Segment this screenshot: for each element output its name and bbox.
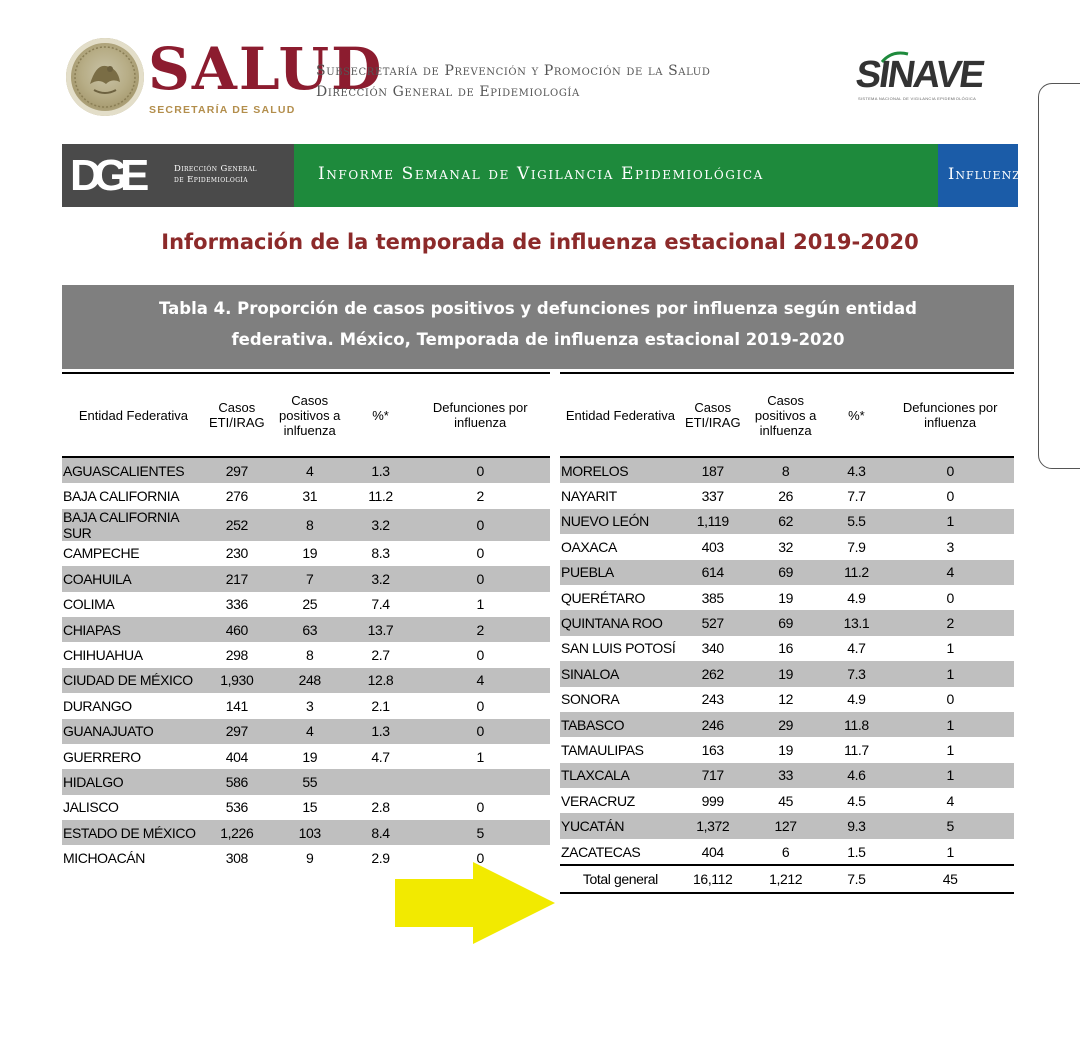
col-header-entidad: Entidad Federativa <box>560 373 681 457</box>
cell-percent: 7.3 <box>827 661 887 686</box>
table-row <box>560 763 1014 788</box>
cell-defunciones: 0 <box>410 566 550 591</box>
cell-casos: 1,930 <box>205 668 269 693</box>
cell-casos: 217 <box>205 566 269 591</box>
table-row <box>62 617 550 642</box>
table-row <box>560 585 1014 610</box>
cell-positivos: 33 <box>745 763 827 788</box>
cell-casos: 404 <box>701 843 724 860</box>
cell-defunciones: 1 <box>886 763 1014 788</box>
cell-defunciones: 0 <box>410 457 550 483</box>
cell-positivos: 3 <box>306 697 314 714</box>
mexico-coat-of-arms-logo <box>66 38 144 116</box>
cell-positivos: 7 <box>269 566 351 591</box>
cell-positivos: 63 <box>269 617 351 642</box>
cell-positivos: 6 <box>781 843 790 860</box>
cell-entidad: ZACATECAS <box>561 843 641 860</box>
cell-casos: 385 <box>701 589 724 606</box>
cell-entidad: COLIMA <box>63 596 115 613</box>
cell-entidad: TABASCO <box>560 712 681 737</box>
table-row <box>62 457 550 483</box>
cell-percent: 7.9 <box>847 538 866 555</box>
cell-defunciones: 4 <box>410 668 550 693</box>
cell-defunciones <box>410 769 550 794</box>
table-title-line-2: federativa. México, Temporada de influenza estacional 2019-2020 <box>231 330 845 349</box>
cell-casos: 527 <box>681 610 745 635</box>
cell-percent: 7.4 <box>371 596 390 613</box>
cell-defunciones: 1 <box>946 741 954 758</box>
cell-entidad: VERACRUZ <box>561 792 635 809</box>
cell-entidad: AGUASCALIENTES <box>62 457 205 483</box>
cell-percent: 2.9 <box>371 850 390 867</box>
dge-subtext-1: Dirección General <box>174 164 257 174</box>
subsecretaria-text: Subsecretaría de Prevención y Promoción de la Salud <box>316 63 711 79</box>
cell-casos: 1,372 <box>681 813 745 838</box>
dge-logo: DGE <box>70 151 142 200</box>
cell-casos: 586 <box>205 769 269 794</box>
table-row <box>560 610 1014 635</box>
cell-entidad: QUERÉTARO <box>561 589 646 606</box>
cell-positivos: 248 <box>269 668 351 693</box>
cell-entidad: DURANGO <box>63 697 132 714</box>
table-row <box>560 560 1014 585</box>
cell-percent: 2.8 <box>371 799 390 816</box>
cell-entidad: MORELOS <box>560 457 681 483</box>
cell-casos: 243 <box>701 691 724 708</box>
cell-entidad: SONORA <box>561 691 620 708</box>
table-row <box>560 839 1014 865</box>
cell-casos: 536 <box>225 799 248 816</box>
cell-percent: 1.5 <box>847 843 866 860</box>
cell-entidad: ESTADO DE MÉXICO <box>62 820 205 845</box>
cell-defunciones: 0 <box>886 457 1014 483</box>
cell-positivos: 19 <box>778 589 794 606</box>
sinave-logo: SINAVE <box>853 54 986 96</box>
table-row <box>62 483 550 508</box>
cell-entidad: SINALOA <box>560 661 681 686</box>
cell-positivos: 25 <box>302 596 318 613</box>
cell-defunciones: 1 <box>946 640 954 657</box>
table-row <box>62 744 550 769</box>
influenza-banner-section <box>938 144 1030 207</box>
cell-entidad: CIUDAD DE MÉXICO <box>62 668 205 693</box>
cell-percent: 2.1 <box>371 697 390 714</box>
cell-casos: 336 <box>225 596 248 613</box>
cell-defunciones: 0 <box>410 509 550 541</box>
sinave-logo-subtext: SISTEMA NACIONAL DE VIGILANCIA EPIDEMIOLÓGICA <box>858 96 977 101</box>
cell-percent: 2.7 <box>371 647 390 664</box>
cell-casos: 230 <box>225 545 248 562</box>
cell-defunciones: 0 <box>946 488 954 505</box>
table-row <box>62 795 550 820</box>
cell-defunciones: 0 <box>476 697 484 714</box>
table-row <box>62 566 550 591</box>
informe-title: Informe Semanal de Vigilancia Epidemiológica <box>318 164 764 184</box>
cell-percent: 13.7 <box>351 617 411 642</box>
cell-total-positivos: 1,212 <box>745 865 827 892</box>
cell-positivos: 127 <box>745 813 827 838</box>
table-row <box>62 509 550 541</box>
cell-positivos: 4 <box>269 457 351 483</box>
table-row <box>560 509 1014 534</box>
cell-percent: 13.1 <box>827 610 887 635</box>
col-header-casos: Casos ETI/IRAG <box>205 373 269 457</box>
secretaria-logo-subtext: SECRETARÍA DE SALUD <box>149 104 296 116</box>
table-title-line-1: Tabla 4. Proporción de casos positivos y defunciones por influenza según entidad <box>159 299 917 318</box>
col-header-defunciones: Defunciones por influenza <box>886 373 1014 457</box>
cell-casos: 1,119 <box>681 509 745 534</box>
cell-positivos: 26 <box>778 488 794 505</box>
cell-casos: 308 <box>225 850 248 867</box>
cell-percent: 11.7 <box>844 741 869 758</box>
cell-defunciones: 1 <box>886 661 1014 686</box>
cell-entidad: SAN LUIS POTOSÍ <box>561 640 676 657</box>
cell-percent: 9.3 <box>827 813 887 838</box>
col-header-percent: %* <box>827 373 887 457</box>
cell-positivos: 12 <box>778 691 794 708</box>
informe-banner-section <box>294 144 938 207</box>
total-row <box>560 865 1014 892</box>
table-row <box>560 661 1014 686</box>
cell-percent: 3.2 <box>351 566 411 591</box>
cell-defunciones: 0 <box>946 589 954 606</box>
table-row <box>62 592 550 617</box>
cell-entidad: QUINTANA ROO <box>560 610 681 635</box>
cell-entidad: MICHOACÁN <box>63 850 145 867</box>
cell-percent <box>351 769 411 794</box>
cell-percent: 12.8 <box>351 668 411 693</box>
cell-entidad: YUCATÁN <box>560 813 681 838</box>
cell-percent: 4.7 <box>847 640 866 657</box>
cell-defunciones: 1 <box>476 748 484 765</box>
cell-entidad: NUEVO LEÓN <box>560 509 681 534</box>
table-row <box>560 534 1014 559</box>
cell-percent: 4.9 <box>847 691 866 708</box>
cell-casos: 404 <box>225 748 248 765</box>
cell-entidad: CHIHUAHUA <box>63 647 143 664</box>
cell-entidad: OAXACA <box>561 538 617 555</box>
cell-positivos: 69 <box>745 560 827 585</box>
table-header-row <box>560 373 1014 457</box>
cell-defunciones: 4 <box>946 792 954 809</box>
cell-positivos: 15 <box>302 799 318 816</box>
cell-defunciones: 2 <box>476 488 484 505</box>
cell-defunciones: 0 <box>476 799 484 816</box>
cell-defunciones: 5 <box>410 820 550 845</box>
cell-casos: 187 <box>681 457 745 483</box>
cell-defunciones: 0 <box>476 545 484 562</box>
cell-percent: 8.3 <box>371 545 390 562</box>
cell-casos: 298 <box>225 647 248 664</box>
cell-percent: 3.2 <box>351 509 411 541</box>
cell-defunciones: 3 <box>946 538 954 555</box>
col-header-casos: Casos ETI/IRAG <box>681 373 745 457</box>
cell-positivos: 8 <box>745 457 827 483</box>
cell-defunciones: 5 <box>886 813 1014 838</box>
cell-casos: 141 <box>225 697 248 714</box>
cell-defunciones: 1 <box>886 712 1014 737</box>
table-body-right <box>560 457 1014 893</box>
table-row <box>560 788 1014 813</box>
cell-positivos: 31 <box>302 488 318 505</box>
cell-casos: 297 <box>205 719 269 744</box>
cell-percent: 1.3 <box>351 457 411 483</box>
states-table-left <box>62 372 550 871</box>
cell-casos: 999 <box>701 792 724 809</box>
influenza-tag: Influenza <box>948 164 1030 183</box>
table-row <box>560 457 1014 483</box>
cell-casos: 460 <box>205 617 269 642</box>
cell-percent: 4.9 <box>847 589 866 606</box>
cell-defunciones: 0 <box>946 691 954 708</box>
salud-logo-text: SALUD <box>148 35 384 103</box>
cell-total-percent: 7.5 <box>827 865 887 892</box>
table-title-box <box>62 285 1014 369</box>
cell-positivos: 45 <box>778 792 794 809</box>
col-header-entidad: Entidad Federativa <box>62 373 205 457</box>
cell-entidad: BAJA CALIFORNIA <box>63 488 180 505</box>
cell-percent: 8.4 <box>351 820 411 845</box>
eagle-seal-icon <box>66 38 144 116</box>
cell-positivos: 8 <box>306 647 314 664</box>
cell-casos: 297 <box>205 457 269 483</box>
dge-banner-section <box>62 144 294 207</box>
table-row <box>560 813 1014 838</box>
table-row <box>62 541 550 566</box>
cell-defunciones: 2 <box>886 610 1014 635</box>
col-header-percent: %* <box>351 373 411 457</box>
table-row <box>62 769 550 794</box>
cell-total-defunciones: 45 <box>886 865 1014 892</box>
cell-defunciones: 1 <box>476 596 484 613</box>
cell-entidad: CHIAPAS <box>62 617 205 642</box>
col-header-positivos: Casos positivos a inlfuenza <box>745 373 827 457</box>
cell-percent: 1.3 <box>351 719 411 744</box>
col-header-positivos: Casos positivos a inlfuenza <box>269 373 351 457</box>
cell-positivos: 16 <box>778 640 794 657</box>
dge-subtext-2: de Epidemiología <box>174 175 248 185</box>
cell-defunciones: 4 <box>886 560 1014 585</box>
cell-entidad: JALISCO <box>63 799 119 816</box>
cell-casos: 252 <box>205 509 269 541</box>
cell-defunciones: 0 <box>476 647 484 664</box>
cell-defunciones: 0 <box>476 850 484 867</box>
cell-entidad: HIDALGO <box>62 769 205 794</box>
cell-percent: 11.8 <box>827 712 887 737</box>
highlight-arrow-icon <box>395 862 555 944</box>
table-row <box>560 737 1014 762</box>
cell-percent: 11.2 <box>827 560 887 585</box>
cell-percent: 7.7 <box>847 488 866 505</box>
cell-casos: 276 <box>225 488 248 505</box>
season-info-title: Información de la temporada de influenza estacional 2019-2020 <box>161 230 919 254</box>
cell-positivos: 19 <box>302 748 318 765</box>
cell-positivos: 32 <box>778 538 794 555</box>
cell-casos: 246 <box>681 712 745 737</box>
table-row <box>62 719 550 744</box>
cell-casos: 337 <box>701 488 724 505</box>
cell-positivos: 19 <box>745 661 827 686</box>
cell-defunciones: 0 <box>410 719 550 744</box>
states-table-right <box>560 372 1014 894</box>
cell-percent: 4.6 <box>827 763 887 788</box>
cell-positivos: 9 <box>306 850 314 867</box>
table-header-row <box>62 373 550 457</box>
cell-defunciones: 2 <box>410 617 550 642</box>
table-row <box>62 642 550 667</box>
cell-casos: 1,226 <box>205 820 269 845</box>
cell-total-label: Total general <box>560 865 681 892</box>
cell-casos: 717 <box>681 763 745 788</box>
cell-positivos: 4 <box>269 719 351 744</box>
cell-casos: 403 <box>701 538 724 555</box>
cell-percent: 4.3 <box>827 457 887 483</box>
cell-positivos: 19 <box>302 545 318 562</box>
direccion-text: Dirección General de Epidemiología <box>316 84 580 100</box>
report-banner <box>62 144 1030 207</box>
cell-positivos: 29 <box>745 712 827 737</box>
cell-entidad: PUEBLA <box>560 560 681 585</box>
cell-positivos: 55 <box>269 769 351 794</box>
table-body-left <box>62 457 550 871</box>
cell-entidad: NAYARIT <box>561 488 617 505</box>
cell-defunciones: 1 <box>886 509 1014 534</box>
cell-positivos: 62 <box>745 509 827 534</box>
table-row <box>560 636 1014 661</box>
table-row <box>560 687 1014 712</box>
cell-positivos: 19 <box>778 741 794 758</box>
table-row <box>62 668 550 693</box>
cell-entidad: GUERRERO <box>63 748 141 765</box>
cell-casos: 614 <box>681 560 745 585</box>
cell-casos: 163 <box>701 741 724 758</box>
table-row <box>62 693 550 718</box>
cell-total-casos: 16,112 <box>681 865 745 892</box>
side-panel-box <box>1038 83 1080 469</box>
cell-percent: 4.7 <box>371 748 390 765</box>
col-header-defunciones: Defunciones por influenza <box>410 373 550 457</box>
cell-entidad: BAJA CALIFORNIA SUR <box>62 509 205 541</box>
table-row <box>560 483 1014 508</box>
cell-positivos: 103 <box>269 820 351 845</box>
cell-percent: 4.5 <box>847 792 866 809</box>
cell-casos: 340 <box>701 640 724 657</box>
cell-entidad: COAHUILA <box>62 566 205 591</box>
cell-entidad: TAMAULIPAS <box>561 741 644 758</box>
cell-entidad: CAMPECHE <box>63 545 140 562</box>
cell-positivos: 8 <box>269 509 351 541</box>
table-row <box>62 820 550 845</box>
cell-percent: 11.2 <box>368 488 393 505</box>
cell-casos: 262 <box>681 661 745 686</box>
table-row <box>560 712 1014 737</box>
cell-entidad: GUANAJUATO <box>62 719 205 744</box>
cell-entidad: TLAXCALA <box>560 763 681 788</box>
cell-defunciones: 1 <box>946 843 954 860</box>
cell-positivos: 69 <box>745 610 827 635</box>
cell-percent: 5.5 <box>827 509 887 534</box>
